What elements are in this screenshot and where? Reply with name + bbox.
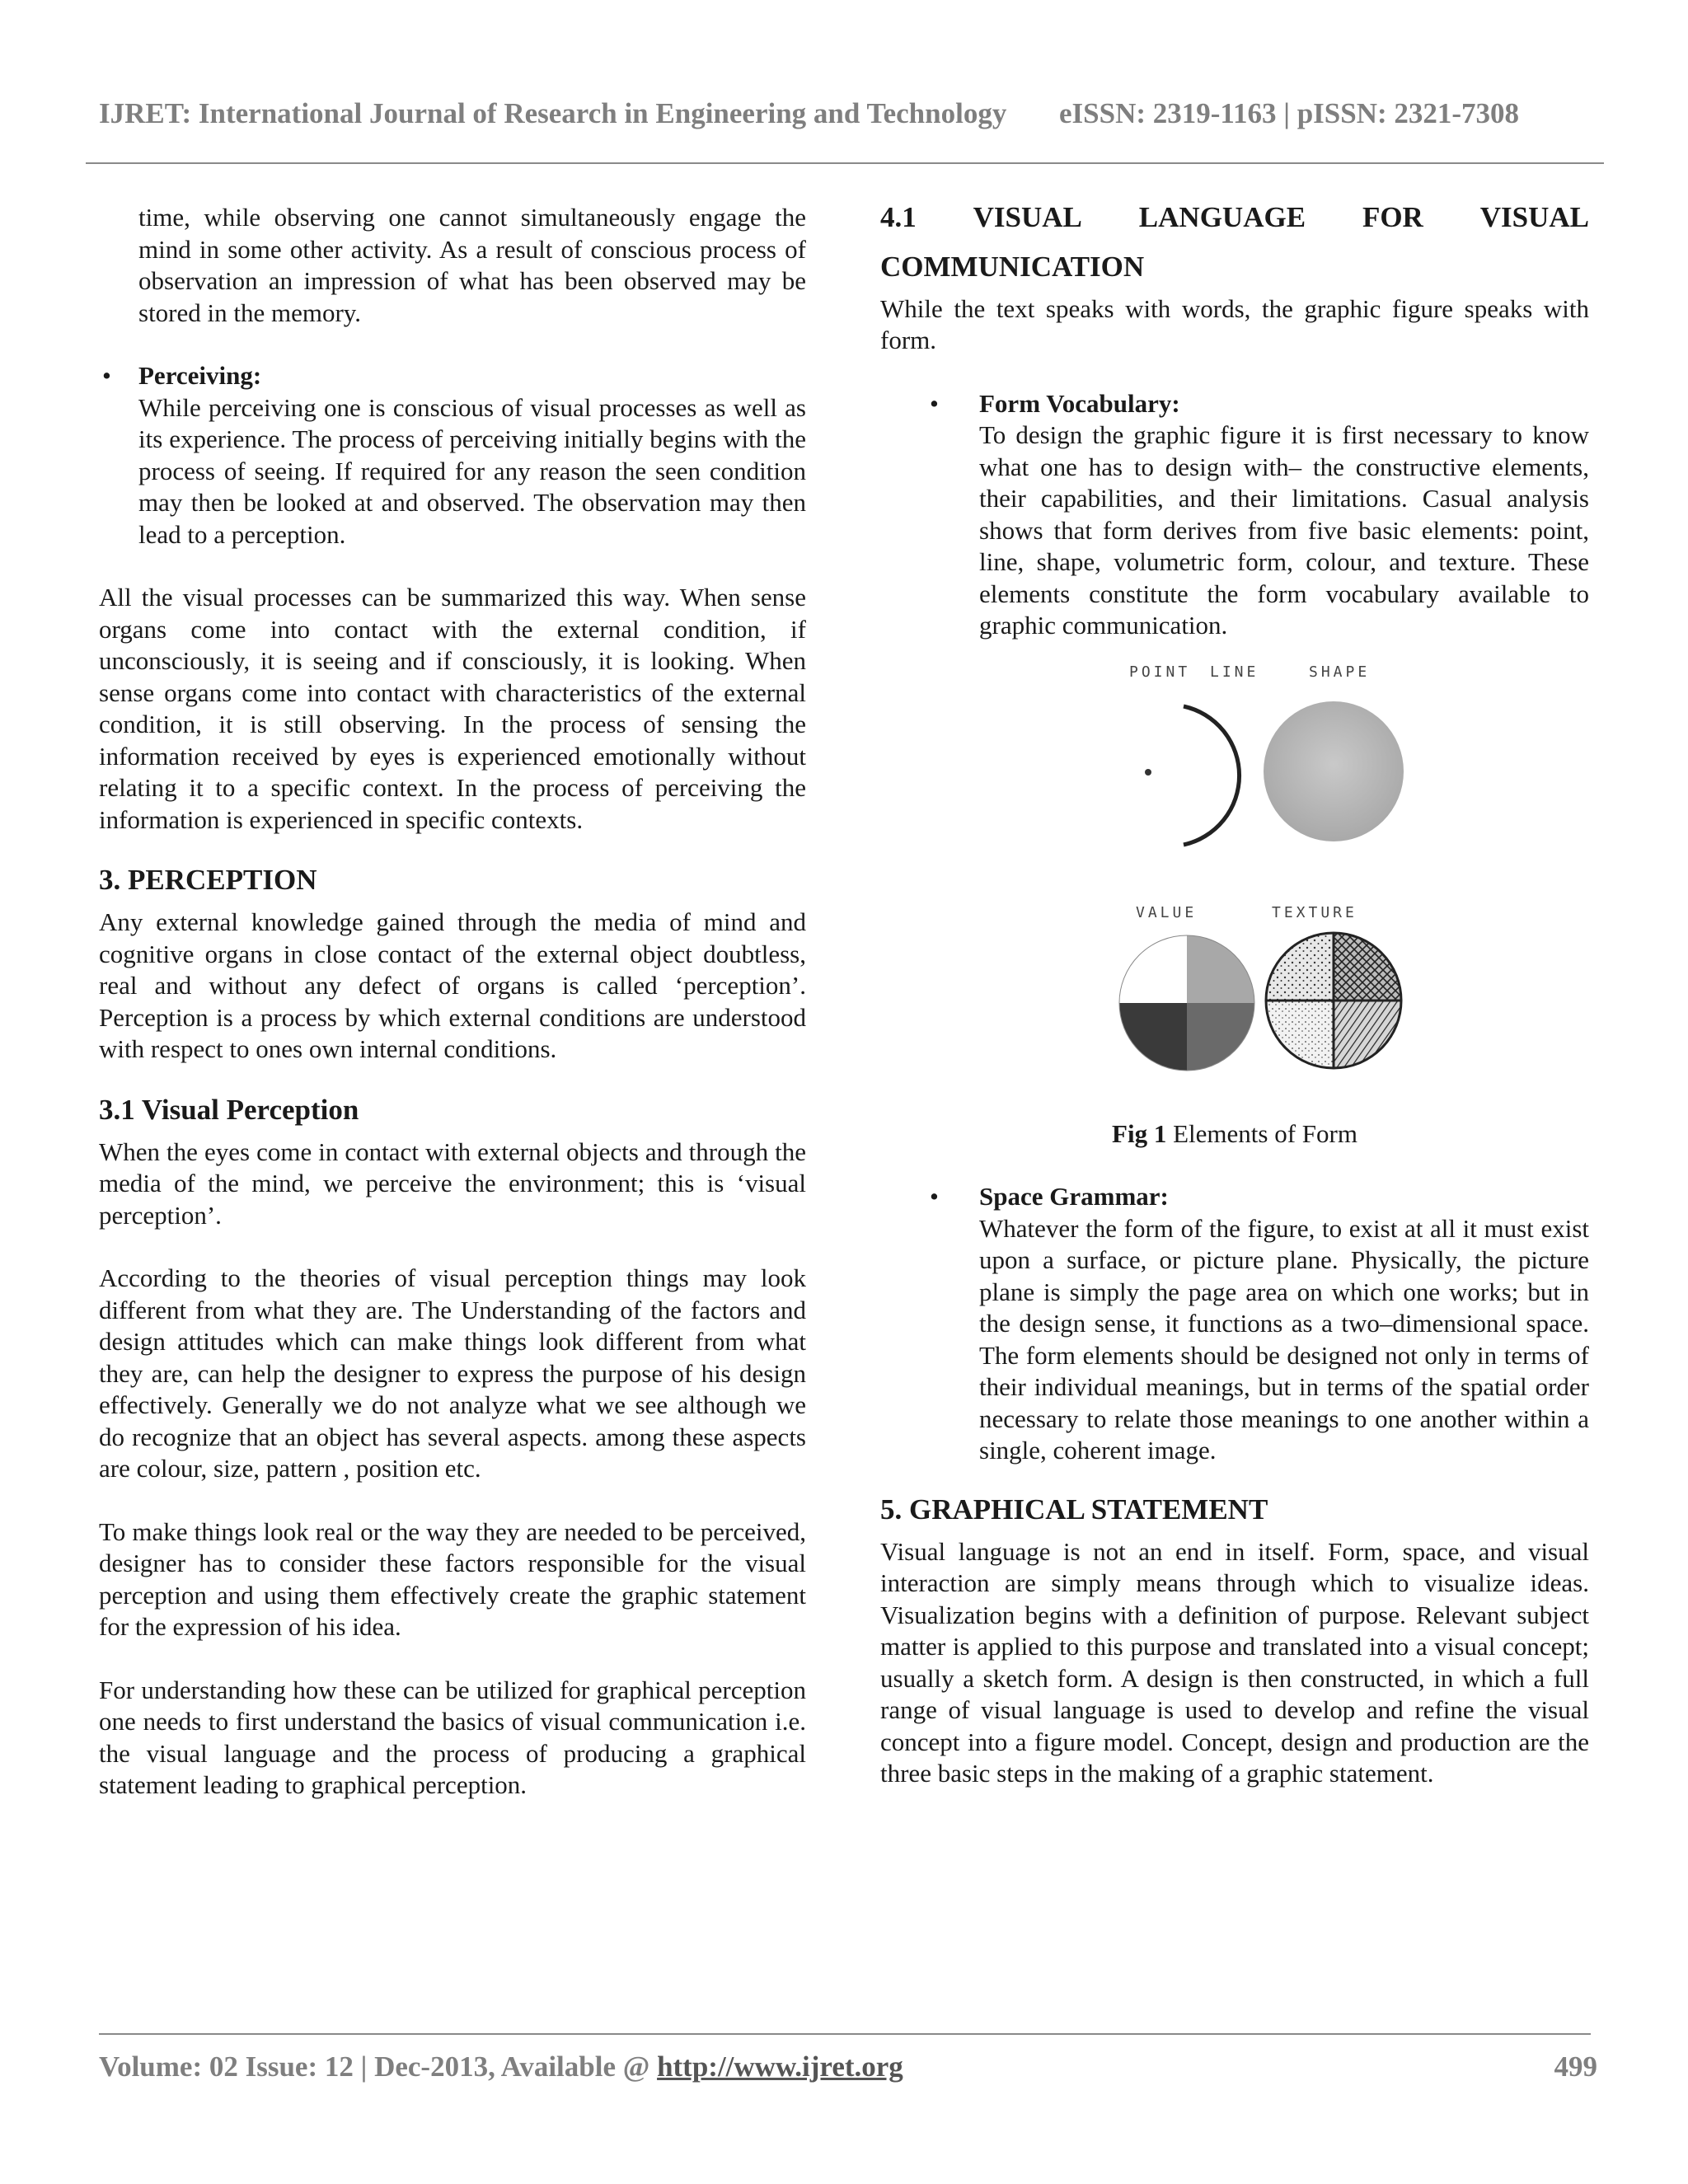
section-4-1-text: While the text speaks with words, the graphic figure speaks with form. xyxy=(880,293,1589,354)
perceiving-title: Perceiving: xyxy=(138,361,262,390)
section-3-heading: 3. PERCEPTION xyxy=(99,864,317,896)
form-vocabulary-title: Form Vocabulary: xyxy=(979,388,1180,418)
shape-circle xyxy=(1264,701,1404,841)
section-5-text: Visual language is not an end in itself. Form, space, and visual interaction are simply means through which to visualize ideas. Visualization begins with a definition of purpose. Relevant subject matter is applied to this purpose and translated into a visual concept; usually a sketch form. A design is then constructed, in which a full range of visual language is used to develop and refine the visual concept into a figure model. Concept, design and production are the three basic steps in the making of a graphic statement. xyxy=(880,1536,1589,1788)
heading-word: LANGUAGE xyxy=(1138,201,1306,233)
heading-word: VISUAL xyxy=(1479,201,1589,233)
summary-paragraph: All the visual processes can be summarized this way. When sense organs come into contact with the external condition, if unconsciously, it is seeing and if consciously, it is looking. When sense organs come into contact with characteristics of the external condition, it is still observing. In the process of sensing the information received by eyes is experienced emotionally without relating it to a specific context. In the process of perceiving the information is experienced in specific contexts. xyxy=(99,583,806,834)
section-3-1-paragraph-4: For understanding how these can be utilized for graphical perception one needs to first understand the basics of visual communication i.e. the visual language and the process of producing a graphical statement leading to graphical perception. xyxy=(99,1675,806,1799)
figure-caption-text: Elements of Form xyxy=(1173,1118,1357,1148)
journal-link[interactable]: http://www.ijret.org xyxy=(657,2050,903,2083)
page-number: 499 xyxy=(1554,2050,1597,2083)
page-header xyxy=(99,97,1591,130)
space-grammar-text: Whatever the form of the figure, to exist at all it must exist upon a surface, or picture plane. Physically, the picture plane is simply the page area on which one works; but in the design sense, it functions as a two–dimensional space. The form elements should be designed not only in terms of their individual meanings, but in terms of the spatial order necessary to relate those meanings to one another within a single, coherent image. xyxy=(979,1213,1589,1465)
footer-rule xyxy=(99,2033,1591,2035)
value-circle xyxy=(1119,935,1254,1071)
section-4-1-heading xyxy=(880,202,1589,234)
section-5-heading: 5. GRAPHICAL STATEMENT xyxy=(880,1493,1268,1526)
elements-of-form-figure xyxy=(1053,657,1416,1118)
shape-label: SHAPE xyxy=(1309,663,1371,681)
right-column xyxy=(880,202,1589,1790)
space-grammar-title: Space Grammar: xyxy=(979,1182,1169,1211)
perceiving-text: While perceiving one is conscious of visual processes as well as its experience. The process of perceiving initially begins with the process of seeing. If required for any reason the seen condition may then be looked at and observed. The observation may then lead to a perception. xyxy=(138,392,806,549)
heading-word: 4.1 xyxy=(880,201,917,233)
issn-info: eISSN: 2319-1163 | pISSN: 2321-7308 xyxy=(1059,97,1520,129)
texture-label: TEXTURE xyxy=(1272,903,1357,921)
section-3-1-paragraph-1: When the eyes come in contact with external objects and through the media of the mind, we perceive the environment; this is ‘visual perception’. xyxy=(99,1137,806,1230)
journal-title: IJRET: International Journal of Research in Engineering and Technology xyxy=(99,97,1007,129)
left-column xyxy=(99,202,806,1802)
space-grammar-bullet xyxy=(930,1181,1589,1467)
heading-word: FOR xyxy=(1362,201,1423,233)
bullet-icon: • xyxy=(930,1182,939,1211)
section-3-text: Any external knowledge gained through the media of mind and cognitive organs in close contact of the external object doubtless, real and without any defect of organs is called ‘perception’. Perception is a process by which external conditions are understood with respect to ones own internal conditions. xyxy=(99,907,806,1063)
volume-info: Volume: 02 Issue: 12 | Dec-2013, Available @ xyxy=(99,2050,650,2083)
section-4-1-heading-line-2: COMMUNICATION xyxy=(880,250,1145,283)
value-label: VALUE xyxy=(1136,903,1198,921)
form-vocabulary-bullet xyxy=(930,388,1589,642)
bullet-icon: • xyxy=(102,361,111,390)
point-mark xyxy=(1145,769,1151,776)
heading-word: VISUAL xyxy=(973,201,1082,233)
page-footer xyxy=(99,2050,1597,2083)
section-3-1-heading: 3.1 Visual Perception xyxy=(99,1093,359,1126)
section-3-1-paragraph-3: To make things look real or the way they are needed to be perceived, designer has to consider these factors responsible for the visual perception and using them effectively create the graphic statement for the expression of his idea. xyxy=(99,1516,806,1641)
intro-paragraph: time, while observing one cannot simultaneously engage the mind in some other activity. As a result of conscious process of observation an impression of what has been observed may be stored in the memory. xyxy=(138,203,806,327)
line-arc xyxy=(1184,706,1240,845)
section-3-1-paragraph-2: According to the theories of visual perception things may look different from what they are. The Understanding of the factors and design attitudes which can make things look different from what they are, can help the designer to express the purpose of his design effectively. Generally we do not analyze what we see although we do recognize that an object has several aspects. among these aspects are colour, size, pattern , position etc. xyxy=(99,1263,806,1483)
form-vocabulary-text: To design the graphic figure it is first necessary to know what one has to design with– the constructive elements, their capabilities, and their limitations. Casual analysis shows that form derives from five basic elements: point, line, shape, volumetric form, colour, and texture. These elements constitute the form vocabulary available to graphic communication. xyxy=(979,420,1589,640)
figure-caption xyxy=(880,1118,1589,1151)
line-label: LINE xyxy=(1210,663,1259,681)
figure-caption-label: Fig 1 xyxy=(1112,1118,1167,1148)
perceiving-bullet xyxy=(102,360,806,551)
bullet-icon: • xyxy=(930,388,939,418)
header-rule xyxy=(86,162,1604,164)
point-label: POINT xyxy=(1129,663,1191,681)
